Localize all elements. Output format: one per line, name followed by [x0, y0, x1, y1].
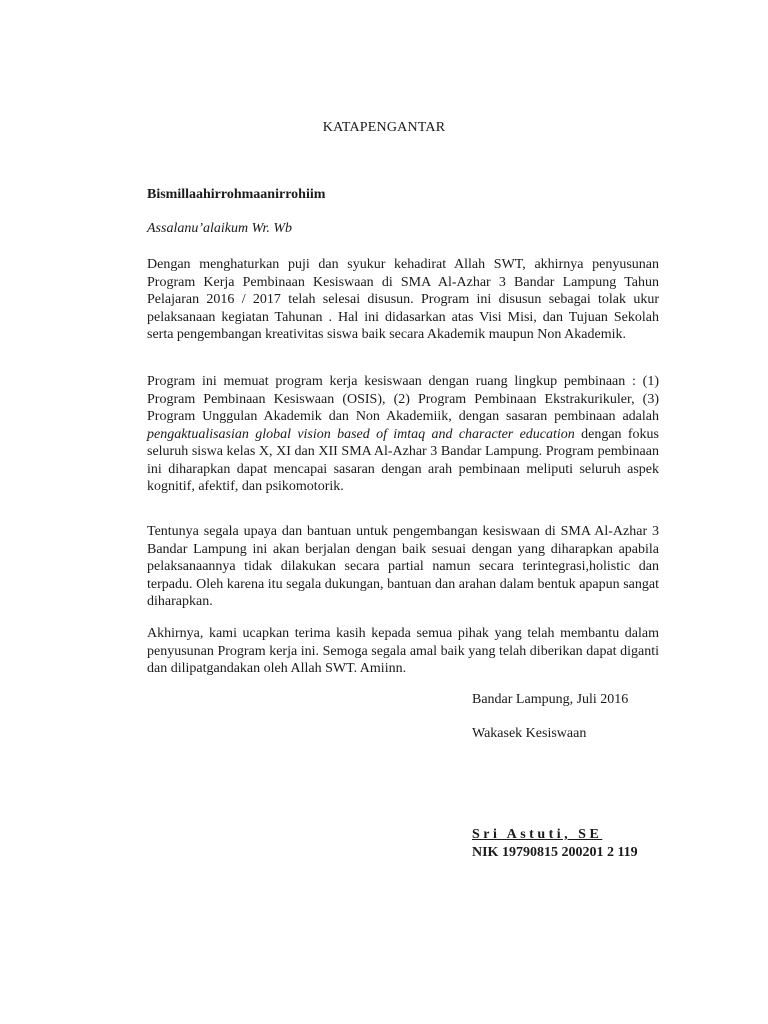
paragraph-program-scope: [147, 373, 659, 496]
paragraph-opening: Dengan menghaturkan puji dan syukur kehadirat Allah SWT, akhirnya penyusunan Program Kerja Pembinaan Kesiswaan di SMA Al-Azhar 3 Bandar Lampung Tahun Pelajaran 2016 / 2017 telah selesai disusun. Program ini disusun sebagai tolak ukur pelaksanaan kegiatan Tahunan . Hal ini didasarkan atas Visi Misi, dan Tujuan Sekolah serta pengembangan kreativitas siswa baik secara Akademik maupun Non Akademik.: [147, 257, 659, 342]
greeting-line: Assalanu’alaikum Wr. Wb: [147, 221, 293, 236]
paragraph-program-scope-text-end: dengan fokus seluruh siswa kelas X, XI dan XII SMA Al-Azhar 3 Bandar Lampung. Program pembinaan ini diharapkan dapat mencapai sasaran dengan arah pembinaan meliputi seluruh aspek kognitif, afektif, dan psikomotorik.: [147, 426, 659, 494]
signature-name: Sri Astuti, SE: [472, 827, 603, 842]
signature-role: Wakasek Kesiswaan: [472, 726, 587, 741]
page-title: KATAPENGANTAR: [322, 120, 446, 135]
signature-place-date: Bandar Lampung, Juli 2016: [472, 692, 629, 707]
bismillah-line: Bismillaahirrohmaanirrohiim: [147, 187, 326, 202]
paragraph-program-scope-text: Program ini memuat program kerja kesiswaan dengan ruang lingkup pembinaan : (1) Program Pembinaan Kesiswaan (OSIS), (2) Program Pembinaan Ekstrakurikuler, (3) Program Unggulan Akademik dan Non Akademiik, dengan sasaran pembinaan adalah: [147, 374, 659, 424]
paragraph-closing: Akhirnya, kami ucapkan terima kasih kepada semua pihak yang telah membantu dalam penyusunan Program kerja ini. Semoga segala amal baik yang telah diberikan dapat diganti dan dilipatgandakan oleh Allah SWT. Amiinn.: [147, 626, 659, 676]
paragraph-support: Tentunya segala upaya dan bantuan untuk pengembangan kesiswaan di SMA Al-Azhar 3 Bandar Lampung ini akan berjalan dengan baik sesuai dengan yang diharapkan apabila pelaksanaannya tidak dilakukan secara partial namun secara terintegrasi,holistic dan terpadu. Oleh karena itu segala dukungan, bantuan dan arahan dalam bentuk apapun sangat diharapkan.: [147, 524, 659, 609]
paragraph-program-scope-emphasis: pengaktualisasian global vision based of imtaq and character education: [147, 426, 575, 442]
signature-nik: NIK 19790815 200201 2 119: [472, 845, 638, 860]
